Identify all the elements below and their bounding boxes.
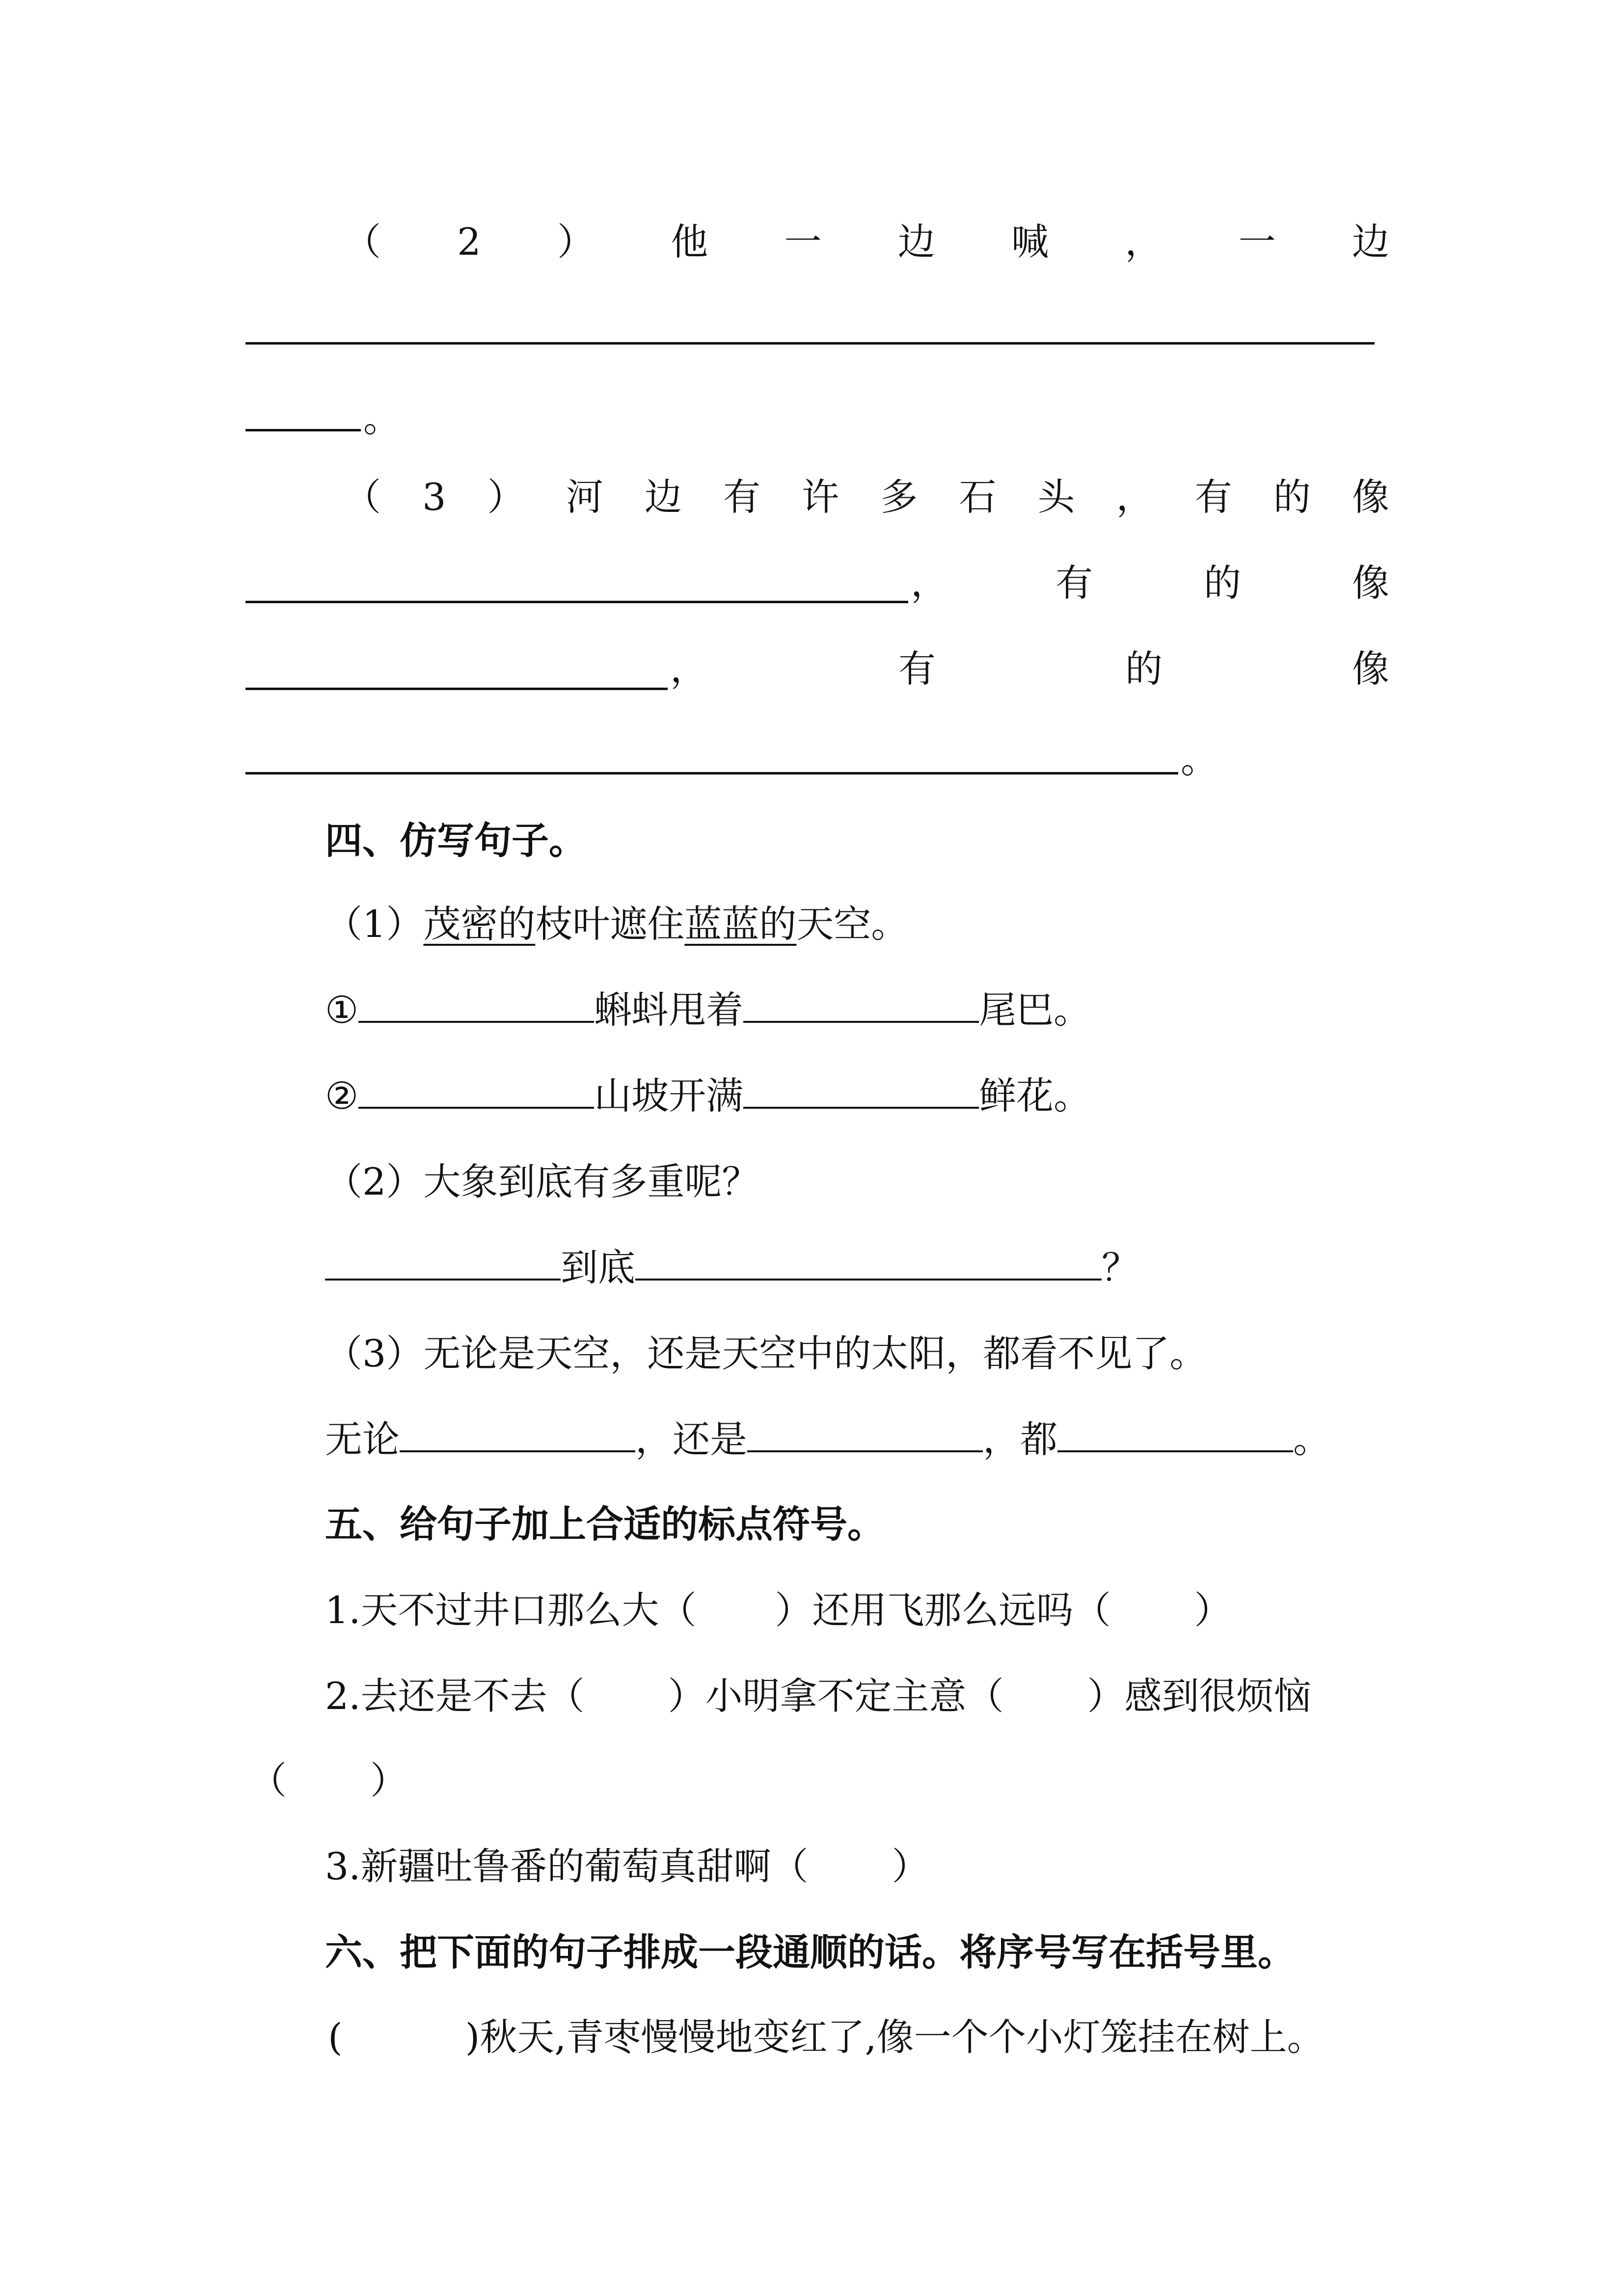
token: 的 [1204,561,1241,605]
right-paren[interactable]: ） [1194,1588,1232,1632]
item-text: 尾巴。 [979,988,1091,1032]
token: 喊 [1011,220,1049,264]
sentence-prefix: （1） [325,902,424,946]
token: ） [557,220,595,264]
left-paren[interactable]: （ [966,1674,1004,1718]
right-paren[interactable]: ） [892,1844,929,1888]
item-text: 山坡开满 [594,1074,744,1118]
item-text: 3.新疆吐鲁番的葡萄真甜啊 [325,1844,771,1888]
answer-blank[interactable] [245,688,668,690]
token: ， [1116,475,1154,519]
item-text: ，都 [983,1417,1057,1461]
item-text: 还用飞那么远吗 [812,1588,1074,1632]
left-paren[interactable]: ( [328,2015,343,2059]
exercise-line-1 [325,988,1091,1032]
underlined-word: 蓝蓝的 [684,902,797,946]
exercise-line-3 [325,1246,1139,1289]
answer-blank[interactable] [245,429,361,431]
section-heading: 五、给句子加上合适的标点符号。 [325,1502,885,1546]
left-paren[interactable]: （ [1073,1588,1111,1632]
token: 的 [1125,647,1163,691]
answer-blank[interactable] [1057,1421,1293,1452]
answer-blank[interactable] [325,1249,561,1281]
example-sentence-3: （3）无论是天空，还是天空中的太阳，都看不见了。 [325,1332,1207,1375]
answer-blank[interactable] [743,1077,979,1109]
item-text: 感到很烦恼 [1124,1674,1311,1718]
item-text: ，还是 [635,1417,747,1461]
token: 有 [898,647,936,691]
token: 有 [1056,561,1093,605]
token: 他 [671,220,708,264]
token: 多 [880,475,918,519]
left-paren[interactable]: （ [771,1844,809,1888]
item-text: 2.去还是不去 [325,1674,547,1718]
token: 一 [1238,220,1276,264]
left-paren[interactable]: （ [659,1588,697,1632]
answer-blank[interactable] [245,342,1375,345]
token: 2 [457,220,481,264]
item-text: 小明拿不定主意 [705,1674,967,1718]
underlined-word: 茂密的 [423,902,536,946]
item-2-line [344,220,1389,264]
ordering-sentence-1 [328,2015,1325,2059]
token: 像 [1352,561,1389,605]
section-heading: 六、把下面的句子排成一段通顺的话。将序号写在括号里。 [325,1930,1295,1974]
punctuation-item-1 [325,1588,1232,1632]
token: ） [487,475,525,519]
item-number: ① [325,988,359,1032]
exercise-line-2 [325,1074,1091,1118]
answer-blank[interactable] [747,1421,983,1452]
token: 的 [1273,475,1311,519]
period: 。 [1181,738,1218,781]
token: 边 [644,475,682,519]
sentence-suffix: 天空。 [796,902,909,946]
answer-blank[interactable] [358,1077,594,1109]
row-3-tail [898,647,1389,691]
sentence-mid: 枝叶遮住 [535,902,685,946]
comma: ， [911,561,948,605]
row-2-tail [1056,561,1389,605]
comma: ， [670,647,707,691]
item-number: ② [325,1074,359,1118]
answer-blank[interactable] [400,1421,635,1452]
token: 许 [802,475,839,519]
exercise-line-4 [325,1417,1330,1461]
item-text: 鲜花。 [979,1074,1091,1118]
token: 有 [723,475,760,519]
section-heading: 四、仿写句子。 [325,819,586,862]
answer-blank[interactable] [358,991,594,1023]
right-paren[interactable]: ） [775,1588,812,1632]
left-paren[interactable]: （ [547,1674,585,1718]
right-paren[interactable]: ) [465,2015,480,2059]
answer-blank[interactable] [635,1249,1102,1281]
item-text: 。 [1293,1417,1330,1461]
right-paren[interactable]: ） [1087,1674,1125,1718]
period: 。 [363,397,401,440]
item-text: 无论 [325,1417,400,1461]
left-paren[interactable]: （ [249,1759,287,1802]
answer-blank[interactable] [743,991,979,1023]
token: 石 [959,475,997,519]
token: 像 [1352,475,1389,519]
token: （ [344,475,381,519]
token: ， [1125,220,1163,264]
item-text: 蝌蚪甩着 [594,988,744,1032]
punctuation-item-2 [325,1674,1311,1718]
token: 3 [422,475,446,519]
example-sentence-2: （2）大象到底有多重呢？ [325,1160,759,1203]
item-text: ？ [1102,1246,1139,1289]
punctuation-item-3 [325,1844,929,1888]
answer-blank[interactable] [245,772,1178,774]
item-text: 到底 [561,1246,635,1289]
item-text: 1.天不过井口那么大 [325,1588,659,1632]
item-3-line [344,475,1389,519]
right-paren[interactable]: ） [668,1674,705,1718]
sentence-text: 秋天,青枣慢慢地变红了,像一个个小灯笼挂在树上。 [480,2015,1325,2059]
token: 有 [1194,475,1232,519]
token: 边 [897,220,935,264]
token: 头 [1037,475,1075,519]
right-paren[interactable]: ） [370,1759,407,1802]
example-sentence-1 [325,902,909,946]
token: 一 [784,220,822,264]
token: 像 [1352,647,1389,691]
token: 边 [1352,220,1389,264]
answer-blank[interactable] [245,601,908,603]
wrapped-paren-pair [249,1759,407,1802]
token: 河 [566,475,603,519]
token: （ [344,220,381,264]
